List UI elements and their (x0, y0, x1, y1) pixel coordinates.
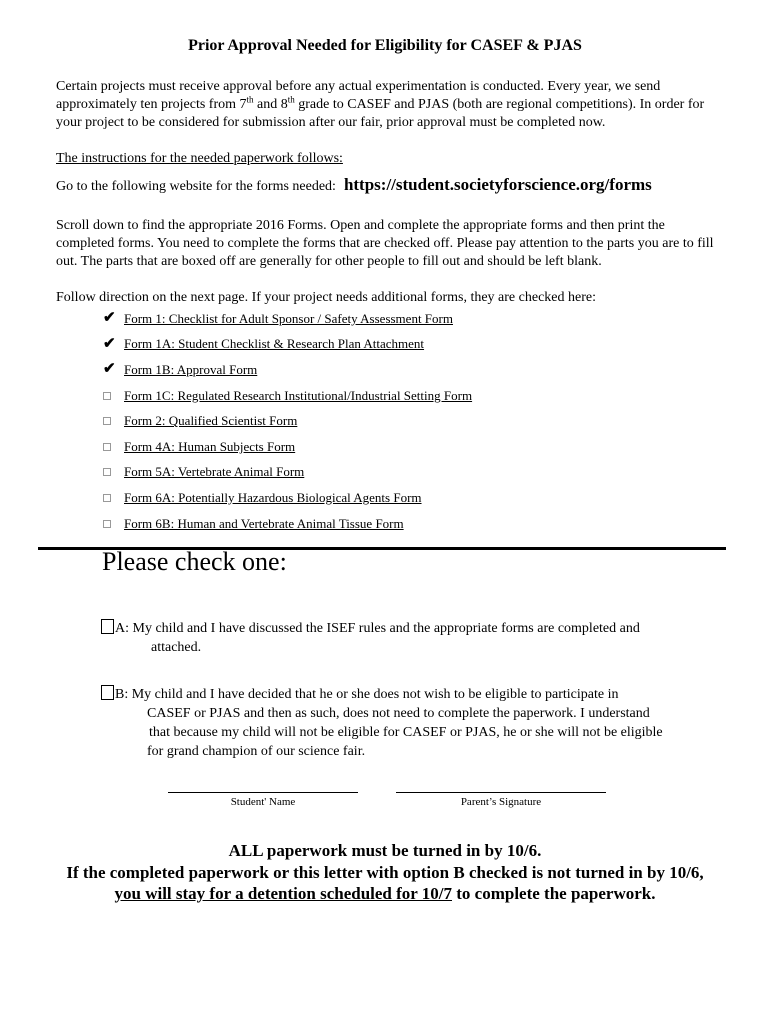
intro-text-2: and 8 (253, 97, 288, 112)
intro-text-3: grade to CASEF and PJAS (both are regional competitions). In order for your project to be considered for submission after our fair, prior approval must be completed now. (56, 97, 705, 130)
option-b-checkbox[interactable] (101, 685, 114, 700)
parent-signature-label: Parent’s Signature (460, 796, 542, 808)
intro-sup-1: th (246, 94, 254, 105)
parent-signature-line[interactable] (396, 792, 606, 793)
form-label: Form 4A: Human Subjects Form (124, 438, 296, 454)
forms-checklist (103, 306, 472, 536)
empty-checkbox[interactable] (103, 494, 111, 502)
form-label: Form 1: Checklist for Adult Sponsor / Safety Assessment Form (124, 310, 453, 326)
empty-checkbox[interactable] (103, 392, 111, 400)
website-line (56, 176, 726, 196)
form-item (103, 485, 472, 511)
form-label: Form 1C: Regulated Research Institutional/Industrial Setting Form (124, 387, 473, 403)
intro-text-1: Certain projects must receive approval before any actual experimentation is conducted. Every year, we send approximately ten projects from 7 (56, 79, 661, 112)
intro-sup-2: th (287, 94, 295, 105)
checkmark-icon[interactable]: ✔ (103, 335, 116, 352)
warning-line: If the completed paperwork or this letter with option B checked is not turned in by 10/6, (66, 863, 704, 882)
option-b (101, 685, 663, 761)
form-label: Form 2: Qualified Scientist Form (124, 413, 298, 429)
empty-checkbox[interactable] (103, 520, 111, 528)
form-item (103, 434, 472, 460)
page-title: Prior Approval Needed for Eligibility for CASEF & PJAS (188, 37, 582, 54)
form-item (103, 306, 472, 332)
option-a-checkbox[interactable] (101, 619, 114, 634)
form-item (103, 383, 472, 409)
option-a-line-1: A: My child and I have discussed the ISEF rules and the appropriate forms are completed and (115, 621, 640, 636)
empty-checkbox[interactable] (103, 468, 111, 476)
form-item (103, 357, 472, 383)
form-item (103, 408, 472, 434)
empty-checkbox[interactable] (103, 443, 111, 451)
checkmark-icon[interactable]: ✔ (103, 361, 116, 378)
detention-line (0, 883, 770, 905)
detention-rest: to complete the paperwork. (452, 884, 656, 903)
form-label: Form 5A: Vertebrate Animal Form (124, 464, 305, 480)
website-text: Go to the following website for the forms needed: (56, 179, 336, 194)
option-a-line-2: attached. (151, 640, 202, 655)
form-item (103, 332, 472, 358)
checkmark-icon[interactable]: ✔ (103, 310, 116, 327)
form-label: Form 6B: Human and Vertebrate Animal Tissue Form (124, 515, 404, 531)
option-a (101, 619, 640, 657)
option-b-line-4: for grand champion of our science fair. (147, 744, 366, 759)
empty-checkbox[interactable] (103, 417, 111, 425)
form-item (103, 460, 472, 486)
student-name-line[interactable] (168, 792, 358, 793)
option-b-line-1: B: My child and I have decided that he or she does not wish to be eligible to participate in (115, 687, 619, 702)
forms-url-link[interactable]: https://student.societyforscience.org/forms (343, 175, 652, 194)
deadline-line: ALL paperwork must be turned in by 10/6. (228, 841, 542, 860)
form-label: Form 1A: Student Checklist & Research Plan Attachment (124, 336, 425, 352)
student-name-label: Student' Name (230, 796, 296, 808)
option-b-line-2: CASEF or PJAS and then as such, does not need to complete the paperwork. I understand (147, 706, 650, 721)
form-label: Form 6A: Potentially Hazardous Biological Agents Form (124, 489, 422, 505)
please-check-heading: Please check one: (102, 547, 287, 576)
scroll-paragraph: Scroll down to find the appropriate 2016 Forms. Open and complete the appropriate forms and then print the completed forms. You need to complete the forms that are checked off. Please pay attention to the parts you are to fill out. The parts that are boxed off are generally for other people to fill out and should be left blank. (56, 218, 714, 269)
follow-paragraph: Follow direction on the next page. If your project needs additional forms, they are checked here: (56, 290, 596, 305)
form-item (103, 511, 472, 537)
detention-underlined: you will stay for a detention scheduled for 10/7 (114, 884, 452, 903)
form-label: Form 1B: Approval Form (124, 361, 258, 377)
intro-paragraph (56, 78, 726, 132)
option-b-line-3: that because my child will not be eligible for CASEF or PJAS, he or she will not be eligible (149, 725, 663, 740)
instructions-heading: The instructions for the needed paperwork follows: (56, 151, 343, 166)
